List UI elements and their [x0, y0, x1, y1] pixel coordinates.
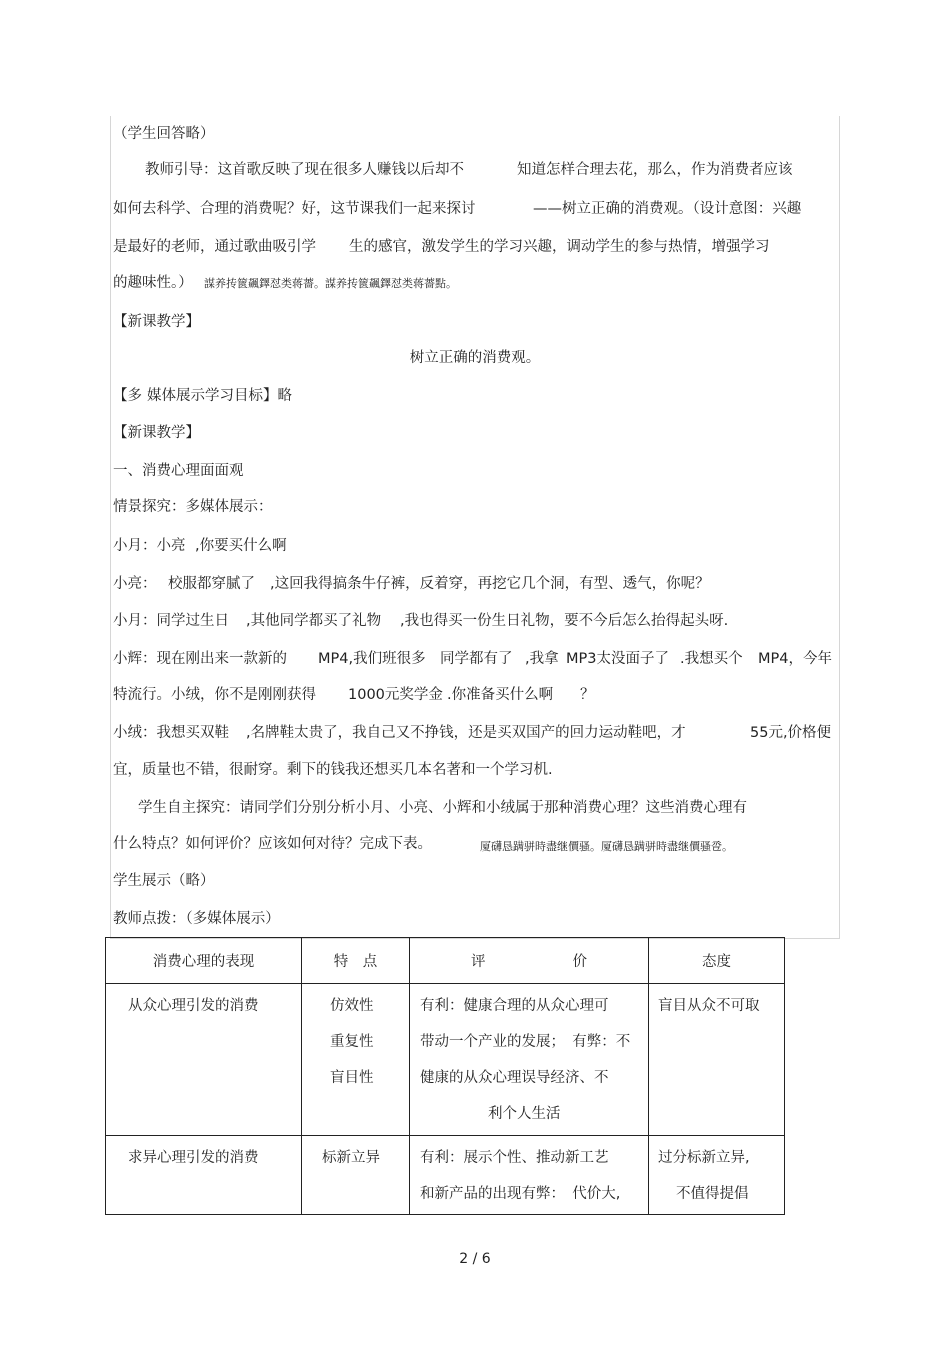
dialogue-line: 特流行。小绒，你不是刚刚获得 [113, 687, 316, 703]
section-heading: 一、消费心理面面观 [113, 463, 244, 479]
table-header-cell: 消费心理的表现 [106, 938, 302, 984]
cell-text: 有利：展示个性、推动新工艺 [420, 1150, 609, 1166]
garbled-text: 謀养抟篋飆鐸怼类蒋薔。謀养抟篋飆鐸怼类蒋薔點。 [204, 277, 457, 290]
text-line: 的趣味性。） [113, 275, 193, 291]
cell-text: 和新产品的出现有弊： 代价大, [420, 1186, 621, 1202]
table-row [106, 1136, 785, 1215]
dialogue-line: MP4，今年 [758, 651, 832, 667]
section-heading: 【新课教学】 [113, 425, 200, 441]
garbled-text: 厦礴恳蹒骈時盡继價骚。厦礴恳蹒骈時盡继價骚卺。 [480, 840, 733, 853]
dialogue-line: MP3太没面子了 [566, 651, 669, 667]
dialogue-line: ,我也得买一份生日礼物，要不今后怎么抬得起头呀. [400, 613, 729, 629]
table-cell [649, 1136, 785, 1215]
dialogue-line: 小辉：现在刚出来一款新的 [113, 651, 287, 667]
dialogue-line: 小绒：我想买双鞋 [113, 725, 229, 741]
dialogue-line: ,这回我得搞条牛仔裤，反着穿，再挖它几个洞，有型、透气，你呢？ [270, 576, 710, 592]
dialogue-line: 小亮： [113, 576, 157, 592]
text-line: 学生自主探究：请同学们分别分析小月、小亮、小辉和小绒属于那种消费心理？这些消费心理有 [138, 800, 747, 816]
cell-text: 带动一个产业的发展； 有弊：不 [420, 1034, 631, 1050]
cell-text: 盲目性 [330, 1070, 374, 1086]
dialogue-line: ,名牌鞋太贵了，我自己又不挣钱，还是买双国产的回力运动鞋吧，才 [246, 725, 686, 741]
dialogue-line: ,你要买什么啊 [195, 538, 287, 554]
dialogue-line: 1000元奖学金 [348, 687, 443, 703]
dialogue-line: .我想买个 [680, 651, 743, 667]
dialogue-line: 小月：同学过生日 [113, 613, 229, 629]
table-cell [410, 984, 649, 1136]
text-line: 媒体展示学习目标】略 [147, 388, 292, 404]
lesson-title: 树立正确的消费观。 [409, 350, 541, 366]
text-line: 学生展示（略） [113, 873, 215, 889]
dialogue-line: 小月：小亮 [113, 538, 186, 554]
cell-text: 有利：健康合理的从众心理可 [420, 998, 609, 1014]
text-line: （学生回答略） [113, 126, 215, 142]
text-line: 教师引导：这首歌反映了现在很多人赚钱以后却不 [145, 162, 464, 178]
text-line: ——树立正确的消费观。（设计意图：兴趣 [533, 201, 802, 217]
dialogue-line: 55元,价格便 [750, 725, 832, 741]
table-header-cell: 评 价 [410, 938, 649, 984]
dialogue-line: ？ [580, 687, 595, 703]
table-cell [302, 1136, 410, 1215]
cell-text: 过分标新立异, [658, 1150, 750, 1166]
cell-text: 健康的从众心理误导经济、不 [420, 1070, 609, 1086]
dialogue-line: 校服都穿腻了 [168, 576, 255, 592]
table-header-cell: 态度 [649, 938, 785, 984]
dialogue-line: ,其他同学都买了礼物 [246, 613, 382, 629]
dialogue-line: ,我拿 [525, 651, 559, 667]
table-cell [106, 1136, 302, 1215]
table-cell [410, 1136, 649, 1215]
section-heading: 【新课教学】 [113, 314, 200, 330]
dialogue-line: MP4,我们班很多 [318, 651, 426, 667]
text-line: 教师点拨：（多媒体展示） [113, 911, 280, 927]
cell-text: 标新立异 [322, 1150, 380, 1166]
cell-text: 盲目从众不可取 [658, 998, 760, 1014]
table-row [106, 984, 785, 1136]
table-cell [649, 984, 785, 1136]
cell-text: 利个人生活 [488, 1106, 561, 1122]
text-line: 情景探究：多媒体展示： [113, 499, 273, 515]
text-line: 什么特点？如何评价？应该如何对待？完成下表。 [113, 836, 432, 852]
dialogue-line: 同学都有了 [440, 651, 513, 667]
table-cell [302, 984, 410, 1136]
table-header-row [106, 938, 785, 984]
text-line: 知道怎样合理去花，那么，作为消费者应该 [517, 162, 793, 178]
text-line: 生的感官，激发学生的学习兴趣，调动学生的参与热情，增强学习 [349, 239, 770, 255]
dialogue-line: 宜，质量也不错，很耐穿。剩下的钱我还想买几本名著和一个学习机. [113, 762, 553, 778]
text-line: 是最好的老师，通过歌曲吸引学 [113, 239, 316, 255]
table-cell [106, 984, 302, 1136]
dialogue-line: .你准备买什么啊 [447, 687, 554, 703]
text-line: 如何去科学、合理的消费呢？好，这节课我们一起来探讨 [113, 201, 476, 217]
cell-text: 从众心理引发的消费 [128, 998, 259, 1014]
cell-text: 重复性 [330, 1034, 374, 1050]
cell-text: 求异心理引发的消费 [128, 1150, 259, 1166]
text-line: 【多 [113, 388, 142, 404]
consumption-psychology-table [105, 937, 785, 1215]
cell-text: 仿效性 [330, 998, 374, 1014]
cell-text: 不值得提倡 [676, 1186, 749, 1202]
table-header-cell: 特 点 [302, 938, 410, 984]
page-number: 2 / 6 [459, 1251, 491, 1267]
